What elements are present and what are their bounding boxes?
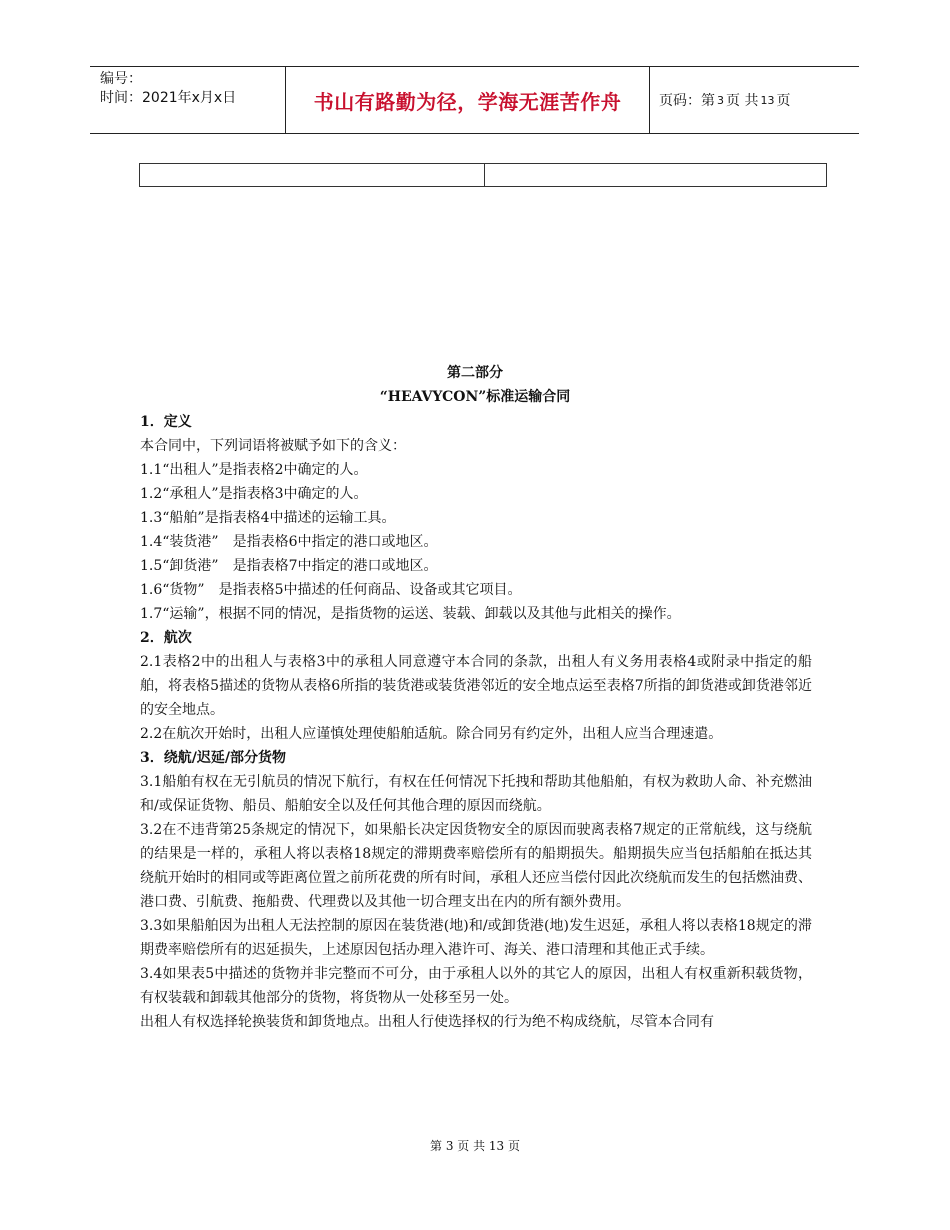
paragraph: 1.2“承租人”是指表格3中确定的人。 [140, 486, 368, 502]
paragraph: 3.4如果表5中描述的货物并非完整而不可分，由于承租人以外的其它人的原因，出租人有权重新积载货物，有权装载和卸载其他部分的货物，将货物从一处移至另一处。 [140, 966, 812, 1006]
section-heading: 1．定义 [140, 414, 192, 430]
empty-table-row [139, 163, 827, 187]
paragraph: 1.7“运输”，根据不同的情况，是指货物的运送、装载、卸载以及其他与此相关的操作。 [140, 606, 681, 622]
page-header [90, 66, 859, 134]
paragraph: 1.4“装货港” 是指表格6中指定的港口或地区。 [140, 534, 438, 550]
header-motto: 书山有路勤为径，学海无涯苦作舟 [286, 67, 650, 133]
contract-title: “HEAVYCON”标准运输合同 [379, 389, 571, 405]
paragraph: 本合同中，下列词语将被赋予如下的含义： [140, 438, 406, 454]
section-heading: 3．绕航/迟延/部分货物 [140, 750, 286, 766]
paragraph: 1.6“货物” 是指表格5中描述的任何商品、设备或其它项目。 [140, 582, 522, 598]
paragraph: 3.3如果船舶因为出租人无法控制的原因在装货港(地)和/或卸货港(地)发生迟延，承租人将以表格18规定的滞期费率赔偿所有的迟延损失，上述原因包括办理入港许可、海关、港口清理和其他正式手续。 [140, 918, 812, 958]
time-label: 时间：2021年x月x日 [100, 90, 237, 106]
paragraph: 1.1“出租人”是指表格2中确定的人。 [140, 462, 368, 478]
page-current: 3 [717, 93, 724, 107]
paragraph: 2.1表格2中的出租人与表格3中的承租人同意遵守本合同的条款，出租人有义务用表格4或附录中指定的船舶，将表格5描述的货物从表格6所指的装货港或装货港邻近的安全地点运至表格7所指的卸货港或卸货港邻近的安全地点。 [140, 654, 812, 718]
document-body [140, 410, 812, 1034]
paragraph: 3.1船舶有权在无引航员的情况下航行，有权在任何情况下托拽和帮助其他船舶，有权为救助人命、补充燃油和/或保证货物、船员、船舶安全以及任何其他合理的原因而绕航。 [140, 774, 812, 814]
paragraph: 3.2在不违背第25条规定的情况下，如果船长决定因货物安全的原因而驶离表格7规定的正常航线，这与绕航的结果是一样的，承租人将以表格18规定的滞期费率赔偿所有的船期损失。船期损失应当包括船舶在抵达其绕航开始时的相同或等距离位置之前所花费的所有时间，承租人还应当偿付因此次绕航而发生的包括燃油费、港口费、引航费、拖船费、代理费以及其他一切合理支出在内的所有额外费用。 [140, 822, 812, 910]
page-prefix: 页码：第 [659, 93, 715, 109]
number-label: 编号： [100, 71, 142, 87]
paragraph: 1.3“船舶”是指表格4中描述的运输工具。 [140, 510, 396, 526]
page-suffix: 页 [776, 93, 791, 109]
page-mid: 页 共 [726, 93, 759, 109]
paragraph: 出租人有权选择轮换装货和卸货地点。出租人行使选择权的行为绝不构成绕航，尽管本合同有 [140, 1014, 714, 1030]
paragraph: 1.5“卸货港” 是指表格7中指定的港口或地区。 [140, 558, 438, 574]
section-heading: 2．航次 [140, 630, 192, 646]
table-divider [484, 164, 485, 186]
header-page-info [650, 67, 859, 133]
header-meta [90, 67, 286, 133]
page-total: 13 [760, 93, 775, 107]
part-title: 第二部分 [447, 365, 503, 381]
page-footer: 第 3 页 共 13 页 [430, 1139, 520, 1153]
paragraph: 2.2在航次开始时，出租人应谨慎处理使船舶适航。除合同另有约定外，出租人应当合理速遣。 [140, 726, 723, 742]
